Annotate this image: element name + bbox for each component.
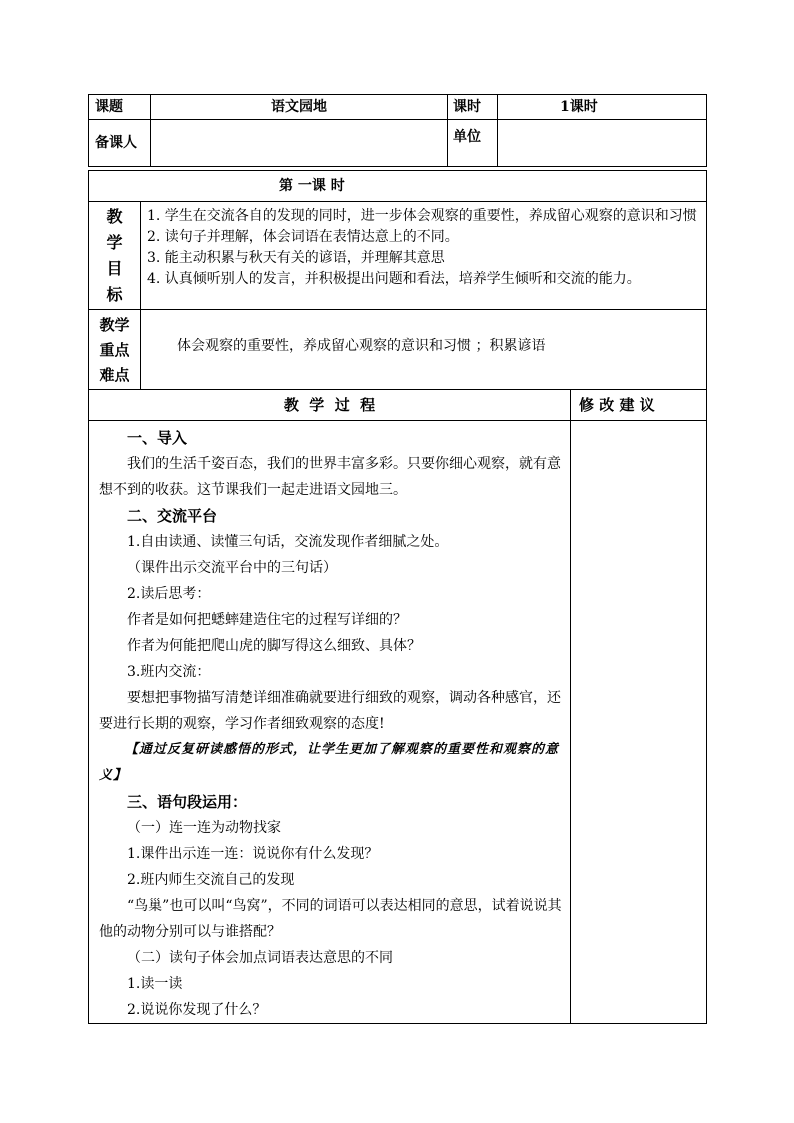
process-paragraph: 要想把事物描写清楚详细准确就要进行细致的观察，调动各种感官，还要进行长期的观察，学习作者细致观察的态度! bbox=[99, 690, 561, 732]
goal-item: 4. 认真倾听别人的发言，并积极提出问题和看法，培养学生倾听和交流的能力。 bbox=[147, 271, 641, 287]
process-paragraph: “鸟巢”也可以叫“鸟窝”，不同的词语可以表达相同的意思，试着说说其他的动物分别可以与谁搭配？ bbox=[99, 898, 562, 940]
preparer-label: 备课人 bbox=[89, 120, 151, 167]
preparer-value bbox=[151, 120, 448, 167]
keypoints-content: 体会观察的重要性，养成留心观察的意识和习惯 ；积累谚语 bbox=[141, 310, 707, 390]
process-paragraph: （二）读句子体会加点词语表达意思的不同 bbox=[127, 950, 393, 966]
header-table bbox=[88, 94, 707, 167]
process-list bbox=[99, 425, 564, 1023]
process-paragraph: 我们的生活千姿百态，我们的世界丰富多彩。只要你细心观察，就有意想不到的收获。这节课我们一起走进语文园地三。 bbox=[99, 456, 561, 498]
process-paragraph: 作者是如何把蟋蟀建造住宅的过程写详细的？ bbox=[127, 612, 407, 628]
process-paragraph: （一）连一连为动物找家 bbox=[127, 820, 281, 836]
goals-label-char: 学 bbox=[106, 233, 123, 252]
goals-label bbox=[89, 202, 141, 310]
process-paragraph: 1.课件出示连一连：说说你有什么发现？ bbox=[127, 846, 379, 862]
process-content bbox=[89, 421, 571, 1024]
goals-content bbox=[141, 202, 707, 310]
keypoints-label bbox=[89, 310, 141, 390]
revise-header: 修 改 建 议 bbox=[571, 390, 707, 421]
goal-item: 2. 读句子并理解，体会词语在表情达意上的不同。 bbox=[147, 229, 459, 245]
topic-label: 课题 bbox=[89, 95, 151, 120]
lesson-table bbox=[88, 170, 707, 1024]
hours-value: 1课时 bbox=[498, 95, 707, 120]
process-paragraph: 2.读后思考： bbox=[127, 586, 211, 602]
process-paragraph: 3.班内交流： bbox=[127, 664, 211, 680]
process-paragraph: 2.班内师生交流自己的发现 bbox=[127, 872, 295, 888]
hours-label: 课时 bbox=[448, 95, 498, 120]
keypoints-label-line: 重点 bbox=[99, 341, 130, 359]
goals-label-char: 教 bbox=[106, 207, 123, 226]
process-paragraph: （课件出示交流平台中的三句话） bbox=[127, 560, 337, 576]
process-paragraph: 作者为何能把爬山虎的脚写得这么细致、具体？ bbox=[127, 638, 421, 654]
process-note: 【通过反复研读感悟的形式，让学生更加了解观察的重要性和观察的意义】 bbox=[99, 742, 560, 783]
goals-label-char: 目 bbox=[106, 259, 123, 278]
process-paragraph: 1.读一读 bbox=[127, 976, 183, 992]
process-paragraph: 2.说说你发现了什么？ bbox=[127, 1002, 267, 1018]
keypoints-label-line: 教学 bbox=[99, 316, 130, 334]
keypoints-label-line: 难点 bbox=[99, 366, 130, 384]
lesson-title: 第 一课 时 bbox=[89, 171, 707, 202]
process-heading: 一、导入 bbox=[127, 429, 188, 447]
process-paragraph: 1.自由读通、读懂三句话，交流发现作者细腻之处。 bbox=[127, 534, 449, 550]
goals-label-char: 标 bbox=[106, 285, 123, 304]
unit-label: 单位 bbox=[448, 120, 498, 167]
topic-value: 语文园地 bbox=[151, 95, 448, 120]
process-heading: 三、语句段运用： bbox=[127, 793, 248, 811]
process-heading: 二、交流平台 bbox=[127, 507, 218, 525]
goal-item: 3. 能主动积累与秋天有关的谚语，并理解其意思 bbox=[147, 250, 445, 266]
process-header: 教 学 过 程 bbox=[89, 390, 571, 421]
unit-value bbox=[498, 120, 707, 167]
goal-item: 1. 学生在交流各自的发现的同时，进一步体会观察的重要性，养成留心观察的意识和习惯 bbox=[147, 208, 697, 224]
revise-content bbox=[571, 421, 707, 1024]
